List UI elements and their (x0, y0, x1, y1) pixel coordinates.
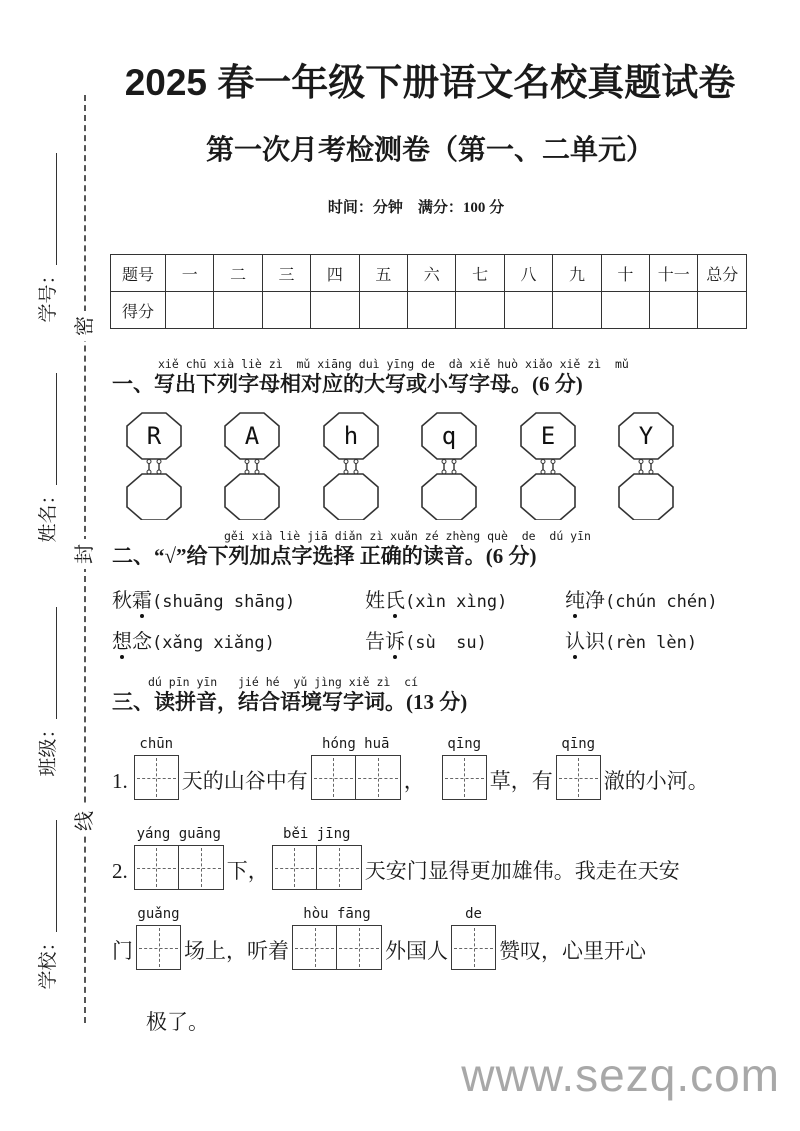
given-letter: h (343, 422, 359, 450)
q2-item-word: 纯净 (565, 590, 605, 612)
q2-item-word: 秋霜 (112, 590, 152, 612)
q2-dotted-char: 认 (565, 625, 585, 654)
writing-boxes (442, 755, 487, 800)
sentence-text: 澈的小河。 (603, 769, 709, 793)
writing-box (556, 755, 601, 800)
writing-boxes (451, 925, 496, 970)
writing-boxes (134, 845, 224, 890)
sentence-text: 门 (112, 939, 133, 963)
question-2-pinyin: gěi xià liè jiā diǎn zì xuǎn zé zhèng què de dú yīn (224, 529, 591, 543)
score-table-corner-cell: 题号 (111, 255, 166, 292)
sentence-text: 场上，听着 (184, 939, 289, 963)
pinyin-hint: běi jīng (283, 826, 351, 842)
pinyin-hint: de (465, 906, 482, 922)
question-1-title: 一、写出下列字母相对应的大写或小写字母。(6 分) (112, 372, 583, 396)
q2-dotted-char: 想 (112, 625, 132, 654)
score-table-col-6: 六 (408, 255, 456, 292)
answer-unit (451, 906, 496, 970)
q2-item-word: 想念 (112, 631, 152, 653)
score-table-col-2: 二 (214, 255, 262, 292)
score-table-col-11: 十一 (650, 255, 698, 292)
letter-dumbbell-A (224, 412, 280, 525)
seal-char-xian: 线 (70, 806, 100, 836)
sentence-text: 外国人 (385, 939, 448, 963)
sentence-text: 赞叹，心里开心 (499, 939, 646, 963)
score-row-label: 得分 (111, 292, 166, 329)
sentence-text: ， (403, 769, 425, 793)
sentence-2-end: 极了。 (146, 1010, 209, 1034)
question-2-title: 二、“√”给下列加点字选择 正确的读音。(6 分) (112, 544, 537, 568)
score-cell-empty (408, 292, 456, 329)
field-student-number-label: 学号： (38, 265, 59, 323)
answer-unit (556, 736, 601, 800)
dumbbell-shape-icon (520, 412, 576, 520)
field-school-label: 学校： (38, 932, 59, 990)
score-cell-empty (311, 292, 359, 329)
question-2-items (112, 584, 772, 654)
q2-item-3 (565, 584, 772, 613)
question-3-pinyin: dú pīn yīn jié hé yǔ jìng xiě zì cí (148, 675, 419, 689)
given-letter: A (245, 422, 260, 450)
score-table-col-10: 十 (601, 255, 649, 292)
writing-boxes (311, 755, 401, 800)
letter-dumbbell-h (323, 412, 379, 525)
score-table-col-8: 八 (504, 255, 552, 292)
q2-item-options: (sù su) (405, 633, 487, 653)
writing-boxes (136, 925, 181, 970)
writing-box (317, 845, 362, 890)
site-watermark: www.sezq.com (461, 1049, 780, 1101)
sentence-number: 2. (112, 859, 128, 883)
given-letter: q (441, 422, 457, 450)
q2-item-6 (565, 625, 772, 654)
q2-item-options: (shuāng shāng) (152, 592, 296, 612)
letter-dumbbell-E (520, 412, 576, 525)
pinyin-hint: guǎng (137, 906, 180, 922)
seal-char-mi: 密 (70, 311, 100, 341)
field-student-number-blank (38, 154, 57, 266)
seal-char-feng: 封 (70, 539, 100, 569)
field-student-name (34, 352, 60, 564)
writing-box (292, 925, 337, 970)
writing-box (356, 755, 401, 800)
dumbbell-shape-icon (421, 412, 477, 520)
sentence-1 (112, 736, 709, 800)
sentence-text: 天的山谷中有 (181, 769, 308, 793)
writing-box (179, 845, 224, 890)
writing-box (272, 845, 317, 890)
sentence-text: 下， (226, 859, 269, 883)
answer-unit (134, 826, 224, 890)
field-school-blank (38, 821, 57, 933)
question-1-pinyin: xiě chū xià liè zì mǔ xiāng duì yīng de dà xiě huò xiǎo xiě zì mǔ (158, 357, 629, 371)
dumbbell-shape-icon (126, 412, 182, 520)
score-table-header-row (111, 255, 747, 292)
answer-unit (136, 906, 181, 970)
sentence-text: 草，有 (489, 769, 553, 793)
writing-box (451, 925, 496, 970)
question-3-title: 三、读拼音，结合语境写字词。(13 分) (112, 690, 468, 714)
given-letter: R (146, 422, 162, 450)
q2-item-4 (112, 625, 365, 654)
time-score-meta: 时间：分钟 满分：100 分 (327, 200, 505, 216)
writing-box (134, 755, 179, 800)
pinyin-hint: chūn (139, 736, 174, 752)
score-cell-empty (214, 292, 262, 329)
score-table-col-9: 九 (553, 255, 601, 292)
score-table-col-1: 一 (166, 255, 214, 292)
writing-box (311, 755, 356, 800)
answer-unit (292, 906, 382, 970)
q2-item-word: 姓氏 (365, 590, 405, 612)
pinyin-hint: qīng (561, 736, 596, 752)
score-cell-empty (504, 292, 552, 329)
q2-item-options: (xìn xìng) (405, 592, 508, 612)
letter-dumbbell-Y (618, 412, 674, 525)
field-class-blank (38, 608, 57, 720)
score-table-col-3: 三 (262, 255, 310, 292)
answer-unit (272, 826, 362, 890)
score-cell-empty (456, 292, 504, 329)
sentence-text: 天安门显得更加雄伟。我走在天安 (364, 859, 680, 883)
writing-box (442, 755, 487, 800)
sentence-2 (112, 826, 680, 890)
score-cell-empty (698, 292, 747, 329)
given-letter: E (540, 422, 555, 450)
score-table-col-7: 七 (456, 255, 504, 292)
score-table-col-4: 四 (311, 255, 359, 292)
page-subtitle: 第一次月考检测卷（第一、二单元） (205, 134, 654, 165)
writing-box (134, 845, 179, 890)
score-cell-empty (650, 292, 698, 329)
score-table-col-5: 五 (359, 255, 407, 292)
letter-dumbbell-q (421, 412, 477, 525)
pinyin-hint: qīng (447, 736, 482, 752)
pinyin-hint: hóng huā (322, 736, 390, 752)
sentence-number: 1. (112, 769, 128, 793)
writing-boxes (272, 845, 362, 890)
q2-item-options: (chún chén) (605, 592, 718, 612)
score-cell-empty (262, 292, 310, 329)
question-2-header (112, 530, 591, 569)
score-cell-empty (601, 292, 649, 329)
q2-item-5 (365, 625, 565, 654)
answer-unit (134, 736, 179, 800)
score-cell-empty (359, 292, 407, 329)
q2-item-options: (xǎng xiǎng) (152, 633, 275, 653)
field-school (34, 799, 60, 1011)
q2-dotted-char: 氏 (385, 584, 405, 613)
writing-box (136, 925, 181, 970)
question-3-header (112, 676, 467, 715)
dumbbell-shape-icon (618, 412, 674, 520)
q2-dotted-char: 纯 (565, 584, 585, 613)
q2-dotted-char: 诉 (385, 625, 405, 654)
q2-dotted-char: 霜 (132, 584, 152, 613)
q2-item-word: 认识 (565, 631, 605, 653)
writing-boxes (134, 755, 179, 800)
writing-boxes (292, 925, 382, 970)
score-cell-empty (166, 292, 214, 329)
q2-item-word: 告诉 (365, 631, 405, 653)
field-class-label: 班级： (38, 719, 59, 777)
field-student-number (34, 132, 60, 344)
dumbbell-shape-icon (323, 412, 379, 520)
score-cell-empty (553, 292, 601, 329)
score-table (110, 254, 747, 329)
field-student-name-label: 姓名： (38, 485, 59, 543)
sentence-2-continued (112, 906, 646, 970)
pinyin-hint: yáng guāng (136, 826, 221, 842)
writing-boxes (556, 755, 601, 800)
pinyin-hint: hòu fāng (303, 906, 371, 922)
q2-item-1 (112, 584, 365, 613)
given-letter: Y (638, 422, 654, 450)
question-1-header (112, 358, 629, 397)
q2-item-options: (rèn lèn) (605, 633, 698, 653)
letter-dumbbell-row (126, 412, 674, 525)
answer-unit (311, 736, 401, 800)
letter-dumbbell-R (126, 412, 182, 525)
field-class (34, 586, 60, 798)
score-table-score-row (111, 292, 747, 329)
q2-item-2 (365, 584, 565, 613)
score-table-col-12: 总分 (698, 255, 747, 292)
writing-box (337, 925, 382, 970)
dumbbell-shape-icon (224, 412, 280, 520)
page-title: 2025 春一年级下册语文名校真题试卷 (124, 62, 736, 103)
answer-unit (442, 736, 487, 800)
field-student-name-blank (38, 374, 57, 486)
